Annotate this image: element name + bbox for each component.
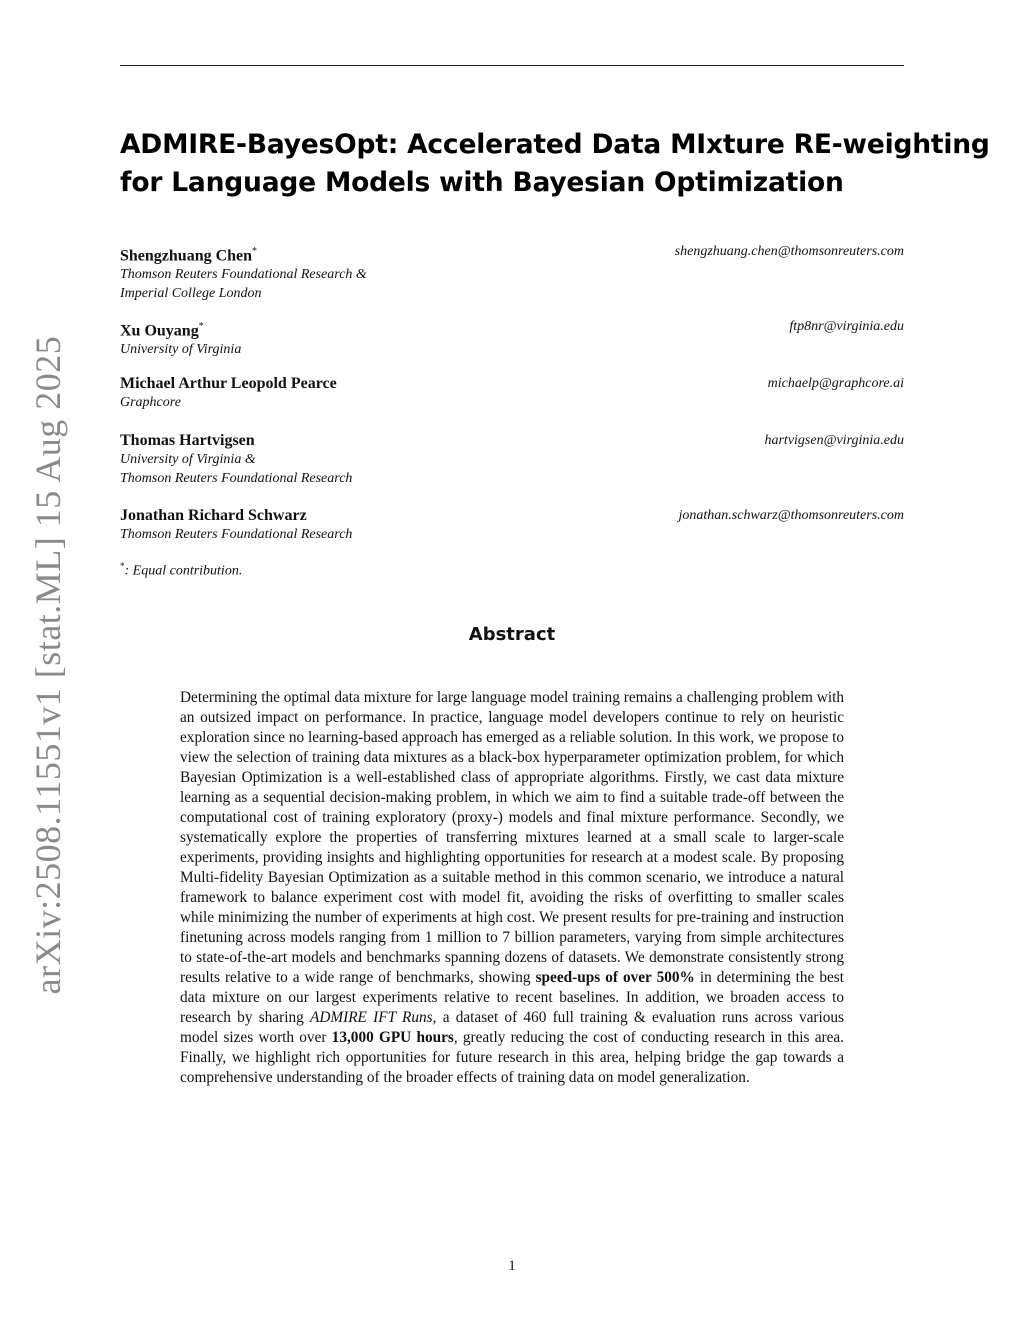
page-number: 1 xyxy=(508,1258,516,1274)
author-affiliation: University of Virginia & xyxy=(120,452,256,467)
author-affiliation: Thomson Reuters Foundational Research & xyxy=(120,267,367,283)
abstract-text: Determining the optimal data mixture for large language model training remains a challenging problem with an outsized impact on performance. In practice, language model developers continue to rely on heuristic exploration since no learning-based approach has emerged as a reliable solution. In this work, we propose to view the selection of training data mixtures as a black-box hyperparameter optimization problem, for which Bayesian Optimization is a well-established class of appropriate algorithms. Firstly, we cast data mixture learning as a sequential decision-making problem, in which we aim to find a suitable trade-off between the computational cost of training exploratory (proxy-) models and final mixture performance. Secondly, we systematically explore the properties of transferring mixtures learned at a small scale to larger-scale experiments, providing insights and highlighting opportunities for research at a modest scale. By proposing Multi-fidelity Bayesian Optimization as a suitable method in this common scenario, we introduce a natural framework to balance experiment cost with model fit, avoiding the risks of overfitting to smaller scales while minimizing the number of experiments at high cost. We present results for pre-training and instruction finetuning across models ranging from 1 million to 7 billion parameters, varying from simple architectures to state-of-the-art models and benchmarks spanning dozens of datasets. We demonstrate consistently strong results relative to a wide range of benchmarks, showing speed-ups of over 500% in determining the best data mixture on our largest experiments relative to recent baselines. In addition, we broaden access to research by sharing ADMIRE IFT Runs, a dataset of 460 full training & evaluation runs across various model sizes worth over 13,000 GPU hours, greatly reducing the cost of conducting research in this area. Finally, we highlight rich opportunities for future research in this area, helping bridge the gap towards a comprehensive understanding of the broader effects of training data on model generalization. xyxy=(180,689,845,1086)
arxiv-identifier[interactable]: arXiv:2508.11551v1 [stat.ML] 15 Aug 2025 xyxy=(28,335,68,995)
author-email[interactable]: shengzhuang.chen@thomsonreuters.com xyxy=(674,244,904,259)
title-line-2: for Language Models with Bayesian Optimization xyxy=(120,167,844,198)
abstract-heading: Abstract xyxy=(468,624,556,645)
author-block xyxy=(120,431,904,488)
author-email[interactable]: jonathan.schwarz@thomsonreuters.com xyxy=(678,508,904,523)
author-affiliation: Thomson Reuters Foundational Research xyxy=(120,527,353,542)
bold-gpu-hours: 13,000 GPU hours xyxy=(331,1029,454,1046)
author-name: Michael Arthur Leopold Pearce xyxy=(120,375,337,392)
author-block xyxy=(120,317,904,359)
paper-title xyxy=(120,126,990,202)
author-affiliation: University of Virginia xyxy=(120,342,242,358)
title-line-1: ADMIRE-BayesOpt: Accelerated Data MIxture RE-weighting xyxy=(120,129,990,160)
author-block xyxy=(120,242,904,303)
author-affiliation: Thomson Reuters Foundational Research xyxy=(120,471,353,486)
author-email[interactable]: hartvigsen@virginia.edu xyxy=(764,433,904,448)
dataset-name: ADMIRE IFT Runs xyxy=(309,1009,433,1026)
author-name: Thomas Hartvigsen xyxy=(120,432,255,449)
author-name: Jonathan Richard Schwarz xyxy=(120,507,307,524)
author-email[interactable]: michaelp@graphcore.ai xyxy=(767,376,904,391)
bold-speedup: speed-ups of over 500% xyxy=(535,969,695,986)
author-affiliation: Imperial College London xyxy=(120,286,262,302)
equal-contribution-note: *: Equal contribution. xyxy=(120,561,243,579)
author-block xyxy=(120,506,904,544)
author-block xyxy=(120,374,904,412)
top-rule xyxy=(120,65,904,66)
author-email[interactable]: ftp8nr@virginia.edu xyxy=(789,319,904,334)
author-name: Shengzhuang Chen* xyxy=(120,246,258,265)
author-affiliation: Graphcore xyxy=(120,395,181,410)
author-name: Xu Ouyang* xyxy=(120,321,204,340)
